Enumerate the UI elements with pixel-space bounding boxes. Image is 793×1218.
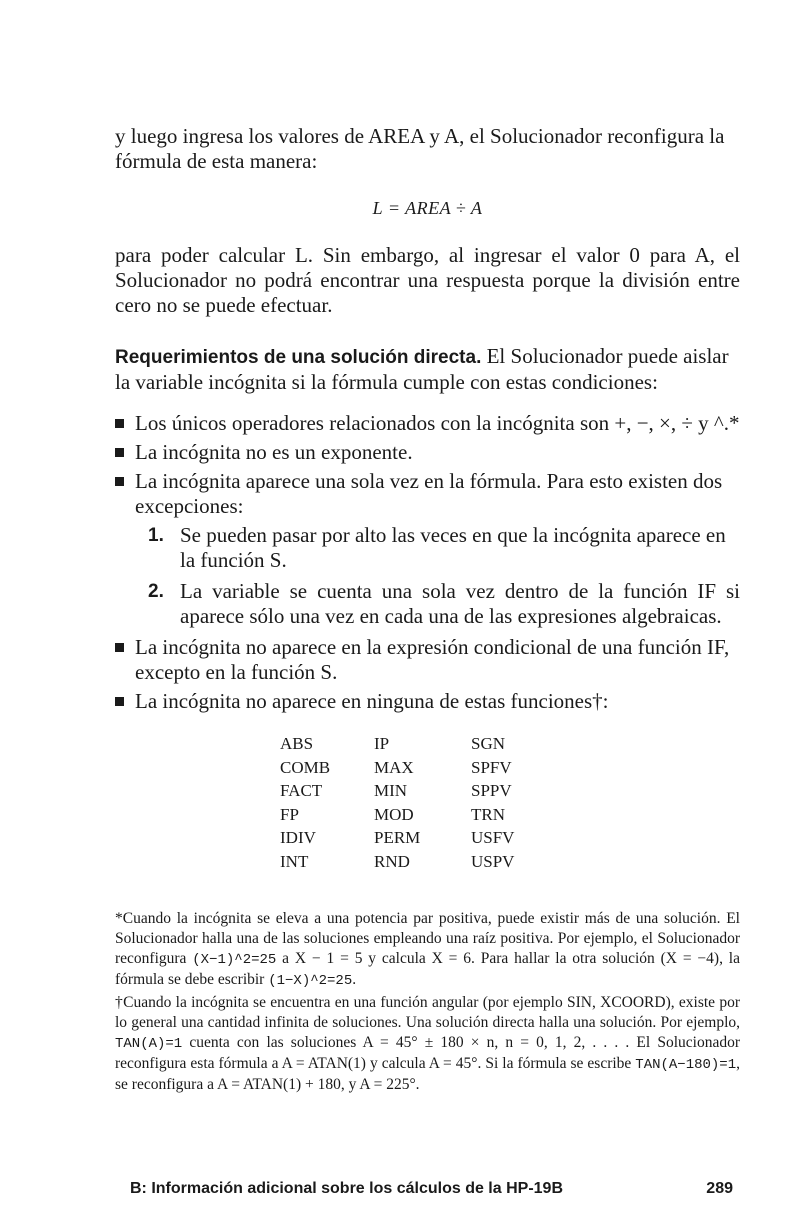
square-bullet-icon [115,448,124,457]
footnote-code: TAN(A−180)=1 [635,1057,737,1073]
list-item [115,440,740,465]
intro-paragraph-1: y luego ingresa los valores de AREA y A, el Solucionador reconfigura la fórmula de esta manera: [115,124,725,173]
table-cell: IP [374,734,390,753]
list-item [115,689,740,714]
table-cell: ABS [280,734,314,753]
conditions-list [115,411,740,714]
table-cell: MIN [374,781,408,800]
list-item-text: La incógnita aparece una sola vez en la fórmula. Para esto existen dos excepciones: [135,469,723,518]
table-cell: SPPV [471,781,512,800]
table-cell: SPFV [471,757,512,777]
table-cell: FP [280,804,299,824]
square-bullet-icon [115,419,124,428]
footnote-text: *Cuando la incógnita se eleva a una potencia par positiva, puede existir más de una solución. El Solucionador halla una de las soluciones empleando una raíz positiva. Por ejemplo, el Solucionador reconfigura [115,910,740,967]
square-bullet-icon [115,477,124,486]
table-cell: SGN [471,734,506,753]
exceptions-list [135,523,740,629]
exception-item [135,579,740,629]
list-item-text: La incógnita no aparece en ninguna de estas funciones†: [135,689,609,713]
footnote-code: (1−X)^2=25 [268,973,353,989]
square-bullet-icon [115,643,124,652]
table-cell: PERM [374,828,421,847]
list-item [115,635,740,685]
page-footer [130,1180,733,1198]
exception-number: 1. [148,525,164,546]
table-cell: TRN [471,804,505,824]
table-cell: RND [374,851,410,871]
list-item [115,469,740,629]
table-cell: COMB [280,757,331,777]
footnote-code: (X−1)^2=25 [192,952,277,968]
list-item-text: La incógnita no aparece en la expresión condicional de una función IF, excepto en la función S. [135,635,730,684]
table-cell: MOD [374,804,414,824]
exception-text: Se pueden pasar por alto las veces en que la incógnita aparece en la función S. [180,523,726,572]
table-cell: USPV [471,851,515,871]
section-text: El Solucionador puede aislar la variable incógnita si la fórmula cumple con estas condiciones: [115,344,729,394]
exception-number: 2. [148,581,164,602]
footnote-text: a X − 1 = 5 y calcula X = 6. Para hallar la otra solución (X = −4), la fórmula se debe escribir [115,950,740,988]
footer-title: B: Información adicional sobre los cálculos de la HP-19B [130,1180,563,1197]
list-item-text: La incógnita no es un exponente. [135,440,413,464]
square-bullet-icon [115,697,124,706]
footnotes [115,909,740,1095]
table-cell: INT [280,851,309,871]
section-paragraph [115,344,740,395]
exception-text: La variable se cuenta una sola vez dentro de la función IF si aparece sólo una vez en cada una de las expresiones algebraicas. [180,579,740,628]
functions-table [280,732,514,873]
footnote-2 [115,993,740,1095]
table-row [280,826,514,850]
page-content [115,124,740,1097]
footnote-1 [115,909,740,991]
footnote-text: †Cuando la incógnita se encuentra en una función angular (por ejemplo SIN, XCOORD), existe por lo general una cantidad infinita de soluciones. Una solución directa halla una solución. Por ejemplo, [115,994,740,1031]
exception-item [135,523,740,573]
footnote-text: cuenta con las soluciones A = 45° ± 180 × n, n = 0, 1, 2, . . . . El Solucionador reconfigura esta fórmula a A = ATAN(1) y calcula A = 45°. Si la fórmula se escribe [115,1034,740,1072]
footnote-code: TAN(A)=1 [115,1036,183,1052]
formula: L = AREA ÷ A [372,198,483,218]
intro-paragraph-2: para poder calcular L. Sin embargo, al ingresar el valor 0 para A, el Solucionador no podrá encontrar una respuesta porque la división entre cero no se puede efectuar. [115,243,740,317]
table-cell: USFV [471,828,515,847]
list-item-text: Los únicos operadores relacionados con la incógnita son +, −, ×, ÷ y ^.* [135,411,740,435]
table-row [280,779,514,803]
footnote-text: . [352,971,357,988]
table-row [280,803,514,827]
table-cell: MAX [374,757,414,777]
page-number: 289 [706,1180,733,1197]
table-cell: IDIV [280,828,316,847]
footnote-text: , se reconfigura a A = ATAN(1) + 180, y A = 225°. [115,1055,740,1093]
section-heading: Requerimientos de una solución directa. [115,347,482,368]
table-row [280,732,514,756]
table-row [280,850,514,874]
table-cell: FACT [280,781,323,800]
list-item [115,411,740,436]
table-row [280,756,514,780]
